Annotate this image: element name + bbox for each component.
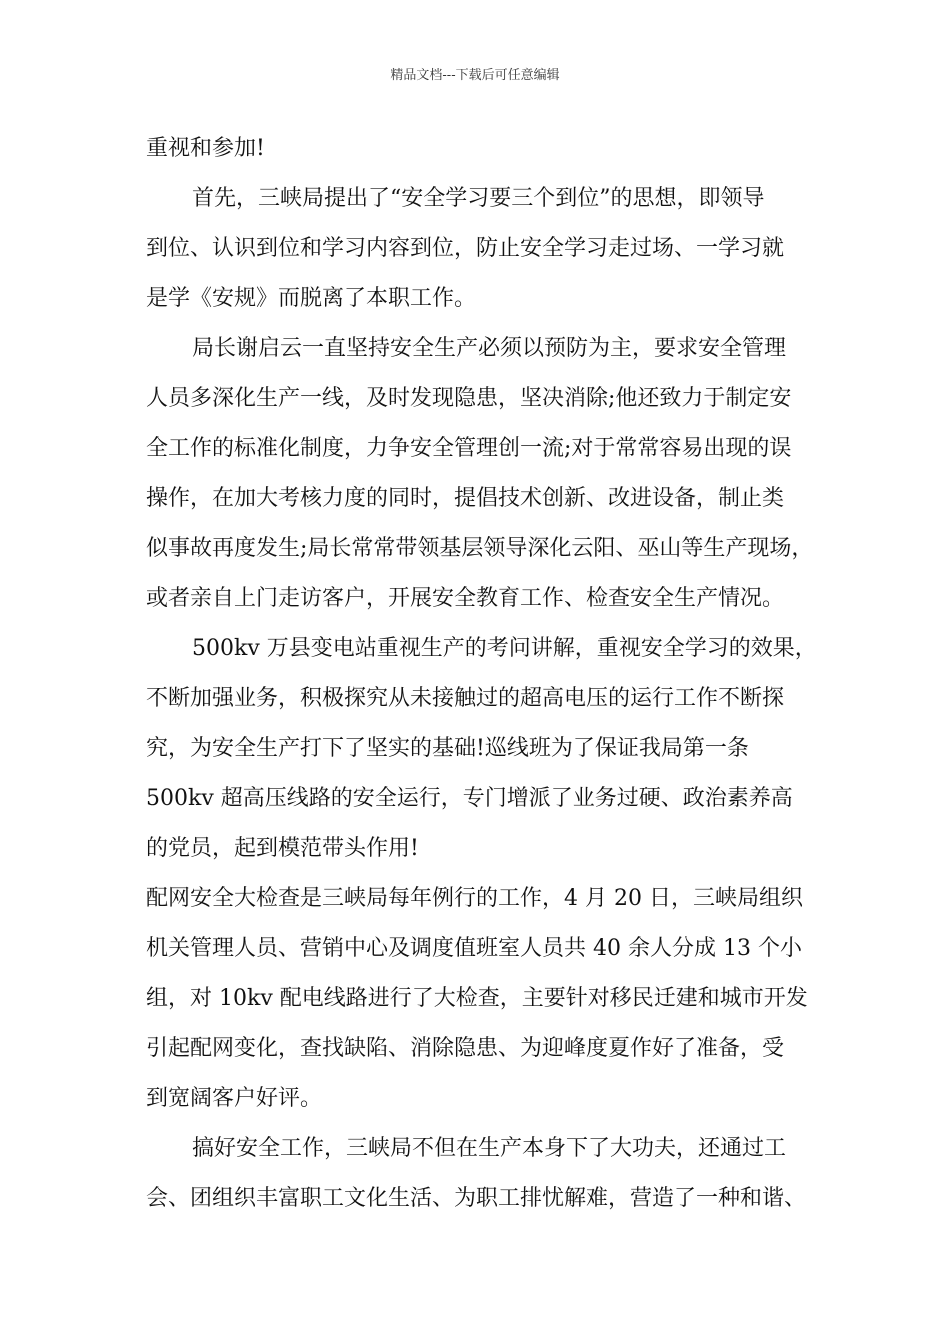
text-line: 人员多深化生产一线，及时发现隐患，坚决消除;他还致力于制定安 xyxy=(146,386,792,411)
text-line: 搞好安全工作，三峡局不但在生产本身下了大功夫，还通过工 xyxy=(192,1136,787,1161)
page-header: 精品文档---下载后可任意编辑 xyxy=(390,68,560,83)
text-line: 是学《安规》而脱离了本职工作。 xyxy=(146,286,477,311)
text-line: 局长谢启云一直坚持安全生产必须以预防为主，要求安全管理 xyxy=(192,336,787,361)
text-line: 重视和参加! xyxy=(146,136,265,161)
text-line: 首先，三峡局提出了“安全学习要三个到位”的思想，即领导 xyxy=(192,186,765,211)
text-line: 会、团组织丰富职工文化生活、为职工排忧解难，营造了一种和谐、 xyxy=(146,1186,807,1211)
text-line: 似事故再度发生;局长常常带领基层领导深化云阳、巫山等生产现场， xyxy=(146,536,814,561)
text-line: 到位、认识到位和学习内容到位，防止安全学习走过场、一学习就 xyxy=(146,236,785,261)
text-line: 机关管理人员、营销中心及调度值班室人员共 40 余人分成 13 个小 xyxy=(146,936,802,961)
document-body xyxy=(146,124,826,1224)
text-line: 到宽阔客户好评。 xyxy=(146,1086,323,1111)
text-line: 的党员，起到模范带头作用! xyxy=(146,836,419,861)
text-line: 引起配网变化，查找缺陷、消除隐患、为迎峰度夏作好了准备，受 xyxy=(146,1036,785,1061)
text-line: 配网安全大检查是三峡局每年例行的工作，4 月 20 日，三峡局组织 xyxy=(146,886,803,911)
text-line: 不断加强业务，积极探究从未接触过的超高电压的运行工作不断探 xyxy=(146,686,785,711)
text-line: 500kv 万县变电站重视生产的考问讲解，重视安全学习的效果， xyxy=(192,636,817,661)
text-line: 或者亲自上门走访客户，开展安全教育工作、检查安全生产情况。 xyxy=(146,586,785,611)
text-line: 操作，在加大考核力度的同时，提倡技术创新、改进设备，制止类 xyxy=(146,486,785,511)
text-line: 组，对 10kv 配电线路进行了大检查，主要针对移民迁建和城市开发 xyxy=(146,986,808,1011)
text-line: 究，为安全生产打下了坚实的基础!巡线班为了保证我局第一条 xyxy=(146,736,749,761)
text-line: 500kv 超高压线路的安全运行，专门增派了业务过硬、政治素养高 xyxy=(146,786,793,811)
text-line: 全工作的标准化制度，力争安全管理创一流;对于常常容易出现的误 xyxy=(146,436,792,461)
